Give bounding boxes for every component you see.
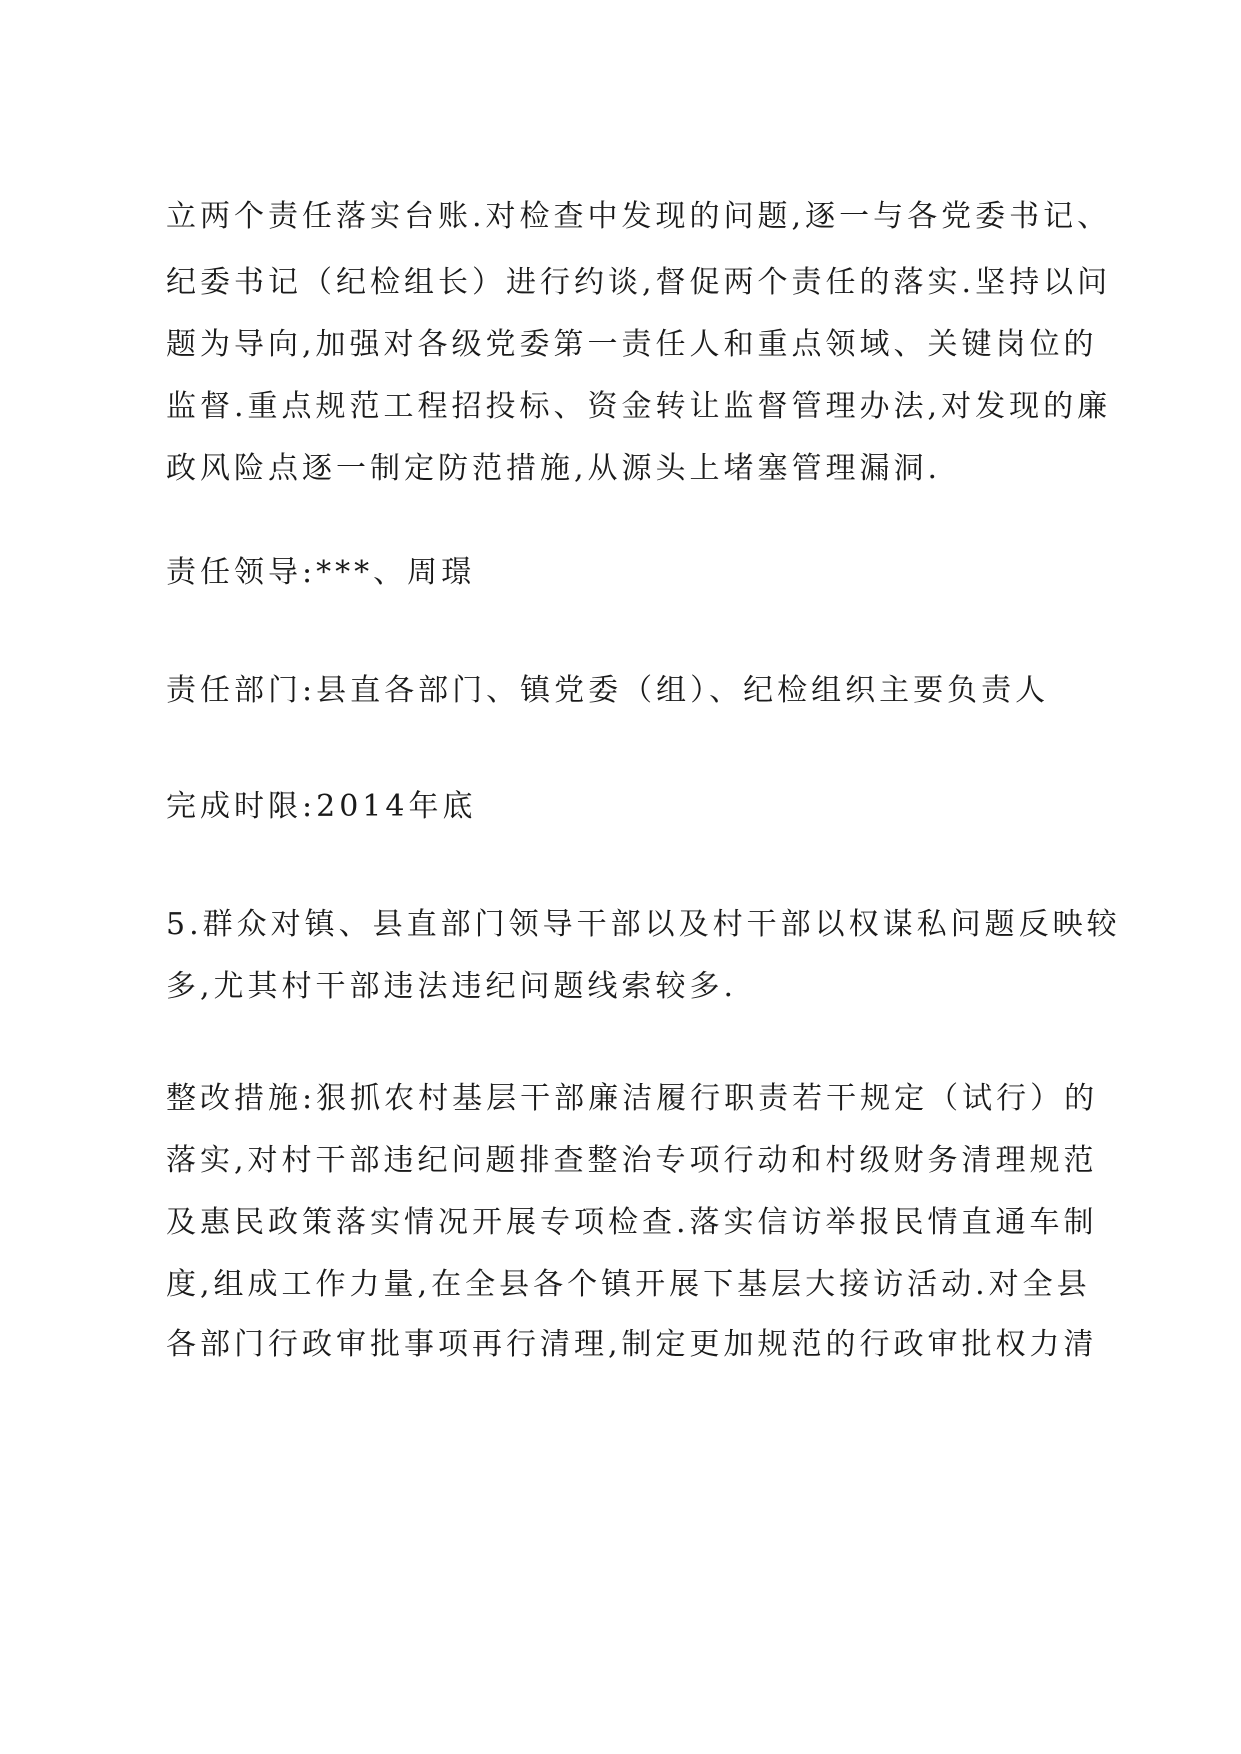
text-line: 各部门行政审批事项再行清理,制定更加规范的行政审批权力清 (166, 1327, 1098, 1362)
text-line: 政风险点逐一制定防范措施,从源头上堵塞管理漏洞. (166, 451, 942, 486)
responsible-department: 责任部门:县直各部门、镇党委（组）、纪检组织主要负责人 (166, 673, 1050, 708)
text-line: 监督.重点规范工程招投标、资金转让监督管理办法,对发现的廉 (166, 389, 1112, 424)
text-line: 纪委书记（纪检组长）进行约谈,督促两个责任的落实.坚持以问 (166, 265, 1112, 300)
text-line: 多,尤其村干部违法违纪问题线索较多. (166, 969, 738, 1004)
responsible-leader: 责任领导:***、周璟 (166, 555, 476, 590)
text-line: 5.群众对镇、县直部门领导干部以及村干部以权谋私问题反映较 (166, 907, 1121, 942)
text-line: 立两个责任落实台账.对检查中发现的问题,逐一与各党委书记、 (166, 199, 1112, 234)
text-line: 及惠民政策落实情况开展专项检查.落实信访举报民情直通车制 (166, 1205, 1098, 1240)
text-line: 落实,对村干部违纪问题排查整治专项行动和村级财务清理规范 (166, 1143, 1098, 1178)
text-line: 度,组成工作力量,在全县各个镇开展下基层大接访活动.对全县 (166, 1267, 1091, 1302)
text-line: 题为导向,加强对各级党委第一责任人和重点领域、关键岗位的 (166, 327, 1098, 362)
completion-deadline: 完成时限:2014年底 (166, 789, 477, 824)
text-line: 整改措施:狠抓农村基层干部廉洁履行职责若干规定（试行）的 (166, 1081, 1099, 1116)
